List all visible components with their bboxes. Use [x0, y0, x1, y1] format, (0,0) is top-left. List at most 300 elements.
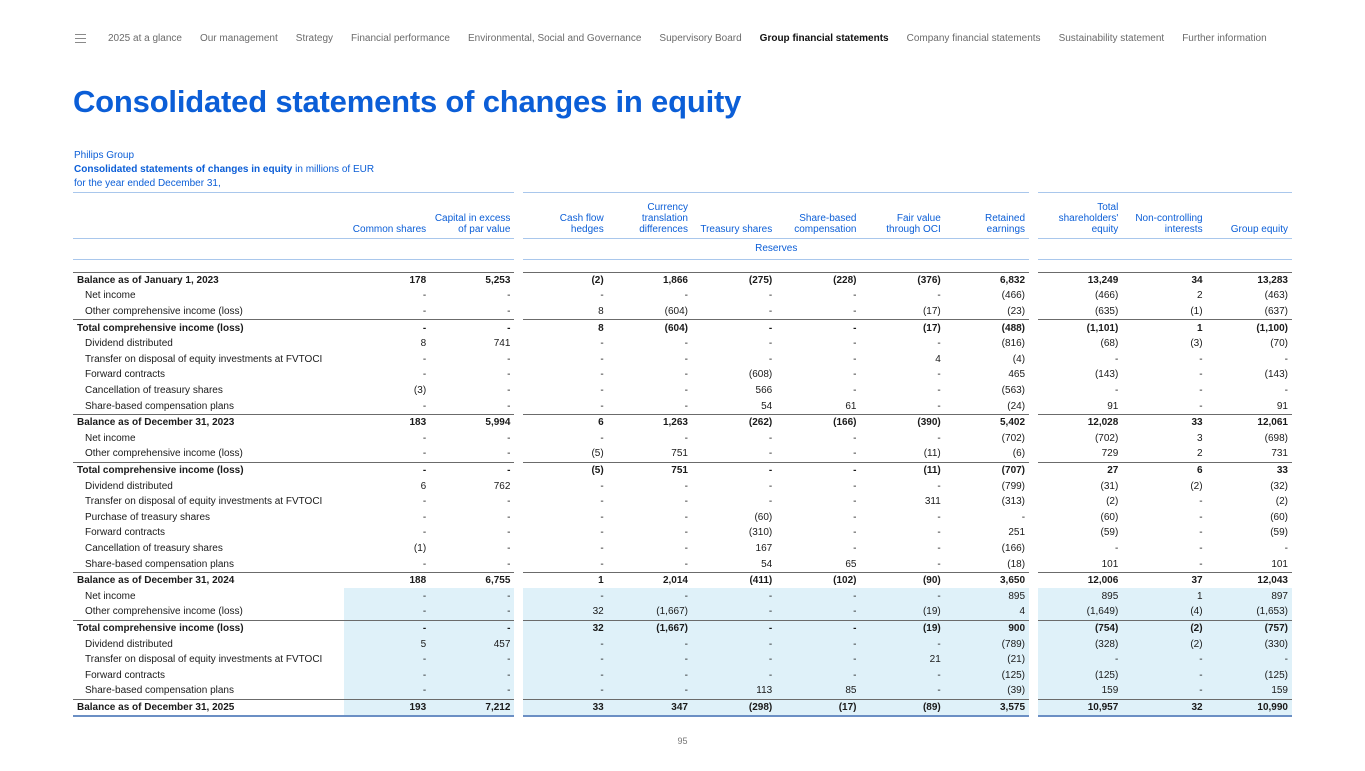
cell-value: -: [1199, 558, 1203, 570]
cell-value: 12,043: [1207, 572, 1292, 588]
table-body: [73, 272, 1292, 716]
cell-value: (166): [776, 414, 860, 430]
cell-value: -: [776, 320, 860, 336]
cell-value: -: [600, 369, 604, 381]
cell-value: -: [422, 558, 427, 570]
cell-value: -: [692, 652, 776, 668]
cell-value: -: [776, 667, 860, 683]
cell-value: -: [344, 588, 430, 604]
table-row: [73, 699, 1292, 716]
cell-value: -: [608, 652, 692, 668]
header-share-based-comp: Share-based compensation: [776, 193, 860, 239]
table-caption: [74, 149, 374, 191]
table-row: [73, 272, 1292, 288]
cell-value: 6,755: [430, 572, 514, 588]
cell-value: -: [768, 338, 773, 350]
cell-value: 4: [935, 353, 941, 365]
cell-value: -: [692, 588, 776, 604]
cell-value: (60): [1270, 511, 1288, 523]
cell-value: 32: [1122, 699, 1206, 716]
cell-value: -: [507, 306, 511, 318]
cell-value: (275): [692, 272, 776, 288]
cell-value: 4: [945, 604, 1029, 620]
table-row: [73, 352, 1292, 368]
cell-value: -: [507, 432, 511, 444]
cell-value: -: [1038, 652, 1122, 668]
cell-value: -: [1114, 385, 1119, 397]
cell-value: -: [523, 667, 607, 683]
cell-value: 178: [344, 272, 430, 288]
cell-value: 12,006: [1038, 572, 1122, 588]
table-row: [73, 510, 1292, 526]
cell-value: 27: [1038, 462, 1122, 478]
cell-value: 2: [1197, 290, 1203, 302]
table-row: [73, 336, 1292, 352]
cell-value: -: [1284, 385, 1288, 397]
cell-value: (816): [1001, 338, 1026, 350]
cell-value: 188: [344, 572, 430, 588]
cell-value: 13,283: [1207, 272, 1292, 288]
cell-value: 37: [1122, 572, 1206, 588]
cell-value: -: [430, 462, 514, 478]
table-row: [73, 383, 1292, 399]
nav-item-environmental-social-and-governance[interactable]: Environmental, Social and Governance: [467, 32, 642, 44]
table-row: [73, 588, 1292, 604]
reserves-header-row: [73, 239, 1292, 260]
cell-value: -: [507, 385, 511, 397]
cell-value: (143): [1094, 369, 1119, 381]
cell-value: -: [937, 400, 941, 412]
nav-item-group-financial-statements[interactable]: Group financial statements: [759, 32, 889, 44]
cell-value: 13,249: [1038, 272, 1122, 288]
cell-value: -: [422, 290, 427, 302]
cell-value: -: [608, 636, 692, 652]
nav-item-financial-performance[interactable]: Financial performance: [351, 32, 450, 44]
header-common-shares: Common shares: [344, 193, 430, 239]
cell-value: (19): [861, 620, 945, 636]
cell-value: 32: [523, 604, 607, 620]
nav-item-strategy[interactable]: Strategy: [295, 32, 334, 44]
cell-value: 159: [1207, 683, 1292, 699]
cell-value: -: [600, 558, 604, 570]
cell-value: 5,994: [430, 414, 514, 430]
cell-value: -: [853, 542, 857, 554]
cell-value: -: [600, 290, 604, 302]
cell-value: -: [768, 480, 773, 492]
cell-value: -: [776, 636, 860, 652]
cell-value: (637): [1264, 306, 1288, 318]
cell-value: -: [600, 527, 604, 539]
cell-value: 8: [420, 338, 427, 350]
caption-company: Philips Group: [74, 150, 135, 161]
cell-value: -: [937, 480, 941, 492]
column-header-row: [73, 193, 1292, 239]
table-row: [73, 604, 1292, 620]
cell-value: 311: [924, 496, 941, 508]
table-row: [73, 636, 1292, 652]
cell-value: (32): [1270, 480, 1288, 492]
cell-value: -: [768, 290, 773, 302]
cell-value: -: [422, 400, 427, 412]
cell-value: (70): [1270, 338, 1288, 350]
cell-value: (698): [1264, 432, 1288, 444]
cell-value: (488): [945, 320, 1029, 336]
cell-value: 465: [1008, 369, 1026, 381]
row-label: Total comprehensive income (loss): [73, 620, 344, 636]
cell-value: -: [776, 652, 860, 668]
cell-value: -: [1199, 400, 1203, 412]
cell-value: (90): [861, 572, 945, 588]
cell-value: (39): [945, 683, 1029, 699]
cell-value: -: [1199, 369, 1203, 381]
nav-item-sustainability-statement[interactable]: Sustainability statement: [1058, 32, 1165, 44]
cell-value: (21): [945, 652, 1029, 668]
cell-value: (298): [692, 699, 776, 716]
row-label: Share-based compensation plans: [85, 558, 234, 570]
table-row: [73, 414, 1292, 430]
cell-value: 6: [523, 414, 607, 430]
cell-value: -: [776, 620, 860, 636]
cell-value: -: [422, 353, 427, 365]
cell-value: -: [600, 432, 604, 444]
table-row: [73, 667, 1292, 683]
cell-value: 167: [755, 542, 773, 554]
cell-value: -: [600, 385, 604, 397]
cell-value: -: [853, 432, 857, 444]
cell-value: -: [1199, 511, 1203, 523]
cell-value: 729: [1101, 448, 1119, 460]
cell-value: -: [684, 338, 688, 350]
cell-value: (24): [1007, 400, 1026, 412]
cell-value: (310): [748, 527, 773, 539]
cell-value: (11): [923, 448, 941, 460]
cell-value: -: [608, 667, 692, 683]
cell-value: (125): [945, 667, 1029, 683]
cell-value: -: [768, 306, 773, 318]
cell-value: (125): [1207, 667, 1292, 683]
cell-value: -: [422, 369, 427, 381]
cell-value: -: [684, 558, 688, 570]
cell-value: -: [1284, 542, 1288, 554]
cell-value: -: [430, 588, 514, 604]
header-retained-earnings: Retained earnings: [945, 193, 1029, 239]
cell-value: -: [684, 353, 688, 365]
cell-value: (166): [1001, 542, 1026, 554]
cell-value: -: [684, 527, 688, 539]
cell-value: -: [768, 353, 773, 365]
cell-value: (313): [1001, 496, 1026, 508]
table-row: [73, 525, 1292, 541]
header-fair-value-oci: Fair value through OCI: [861, 193, 945, 239]
cell-value: -: [600, 542, 604, 554]
cell-value: 897: [1207, 588, 1292, 604]
cell-value: -: [853, 369, 857, 381]
row-label: Share-based compensation plans: [85, 400, 234, 412]
row-label: Net income: [85, 432, 136, 444]
row-label: Other comprehensive income (loss): [85, 306, 243, 318]
cell-value: (608): [748, 369, 773, 381]
cell-value: -: [422, 496, 427, 508]
header-capital-excess: Capital in excess of par value: [430, 193, 514, 239]
cell-value: (89): [861, 699, 945, 716]
cell-value: -: [344, 462, 430, 478]
cell-value: (17): [776, 699, 860, 716]
cell-value: -: [344, 683, 430, 699]
cell-value: 751: [671, 448, 688, 460]
cell-value: -: [344, 604, 430, 620]
cell-value: 54: [761, 400, 773, 412]
cell-value: -: [684, 542, 688, 554]
cell-value: (1,101): [1038, 320, 1122, 336]
cell-value: -: [1199, 542, 1203, 554]
row-label: Cancellation of treasury shares: [85, 542, 223, 554]
cell-value: -: [523, 636, 607, 652]
cell-value: -: [692, 636, 776, 652]
row-label: Balance as of January 1, 2023: [73, 272, 344, 288]
table-row: [73, 462, 1292, 478]
cell-value: -: [684, 400, 688, 412]
cell-value: -: [422, 448, 427, 460]
nav-item-further-information[interactable]: Further information: [1182, 32, 1267, 44]
cell-value: -: [692, 604, 776, 620]
cell-value: -: [344, 652, 430, 668]
cell-value: -: [937, 385, 941, 397]
cell-value: (604): [664, 306, 688, 318]
cell-value: (59): [1100, 527, 1119, 539]
cell-value: -: [937, 511, 941, 523]
cell-value: -: [430, 604, 514, 620]
cell-value: (1,649): [1038, 604, 1122, 620]
cell-value: 1: [1122, 320, 1206, 336]
cell-value: -: [608, 588, 692, 604]
cell-value: 3: [1197, 432, 1203, 444]
row-label: Other comprehensive income (loss): [85, 448, 243, 460]
caption-table-name: Consolidated statements of changes in equity: [74, 164, 293, 175]
header-currency-translation: Currency translation differences: [608, 193, 692, 239]
cell-value: (5): [523, 462, 607, 478]
cell-value: (799): [1001, 480, 1026, 492]
cell-value: (466): [1001, 290, 1026, 302]
cell-value: -: [684, 480, 688, 492]
table-row: [73, 494, 1292, 510]
top-navigation: [75, 30, 1295, 46]
table-row: [73, 556, 1292, 572]
cell-value: 1,866: [608, 272, 692, 288]
cell-value: (463): [1264, 290, 1288, 302]
cell-value: -: [430, 683, 514, 699]
cell-value: -: [600, 496, 604, 508]
cell-value: -: [684, 432, 688, 444]
cell-value: (1,653): [1207, 604, 1292, 620]
cell-value: -: [768, 432, 773, 444]
cell-value: -: [1284, 353, 1288, 365]
cell-value: -: [1114, 542, 1119, 554]
cell-value: (411): [692, 572, 776, 588]
row-label: Dividend distributed: [85, 638, 173, 650]
header-non-controlling: Non-controlling interests: [1122, 193, 1206, 239]
caption-unit: in millions of EUR: [292, 164, 375, 175]
row-label: Balance as of December 31, 2025: [73, 699, 344, 716]
cell-value: -: [853, 353, 857, 365]
cell-value: 895: [1038, 588, 1122, 604]
cell-value: (23): [1007, 306, 1026, 318]
cell-value: (328): [1038, 636, 1122, 652]
cell-value: -: [1114, 353, 1119, 365]
nav-item-supervisory-board[interactable]: Supervisory Board: [659, 32, 742, 44]
caption-title-line: [74, 163, 374, 177]
table-row: [73, 398, 1292, 414]
header-treasury-shares: Treasury shares: [692, 193, 776, 239]
cell-value: -: [776, 604, 860, 620]
cell-value: -: [600, 511, 604, 523]
cell-value: -: [1122, 683, 1206, 699]
row-label: Forward contracts: [85, 669, 166, 681]
cell-value: -: [507, 369, 511, 381]
cell-value: (60): [1100, 511, 1119, 523]
cell-value: -: [600, 400, 604, 412]
cell-value: -: [684, 369, 688, 381]
cell-value: -: [507, 290, 511, 302]
cell-value: -: [776, 588, 860, 604]
cell-value: -: [853, 290, 857, 302]
cell-value: 10,957: [1038, 699, 1122, 716]
cell-value: 5,253: [430, 272, 514, 288]
cell-value: 54: [761, 558, 773, 570]
row-label: Net income: [85, 590, 136, 602]
row-label: Forward contracts: [85, 527, 166, 539]
cell-value: 741: [493, 338, 511, 350]
cell-value: (757): [1207, 620, 1292, 636]
cell-value: 33: [523, 699, 607, 716]
cell-value: -: [507, 353, 511, 365]
cell-value: -: [861, 636, 945, 652]
cell-value: -: [937, 338, 941, 350]
cell-value: (1,667): [608, 604, 692, 620]
row-label: Other comprehensive income (loss): [85, 606, 243, 618]
cell-value: 8: [523, 320, 607, 336]
cell-value: -: [1199, 496, 1203, 508]
cell-value: (3): [413, 385, 427, 397]
cell-value: -: [1021, 511, 1026, 523]
hamburger-menu-icon[interactable]: [75, 34, 86, 43]
cell-value: 3,575: [945, 699, 1029, 716]
nav-item-2025-at-a-glance[interactable]: 2025 at a glance: [108, 32, 182, 44]
cell-value: -: [853, 496, 857, 508]
cell-value: -: [507, 511, 511, 523]
cell-value: (19): [861, 604, 945, 620]
cell-value: (789): [945, 636, 1029, 652]
cell-value: 751: [608, 462, 692, 478]
cell-value: 2: [1197, 448, 1203, 460]
cell-value: (2): [1275, 496, 1288, 508]
cell-value: (1,100): [1207, 320, 1292, 336]
cell-value: (2): [1190, 480, 1203, 492]
cell-value: -: [776, 462, 860, 478]
cell-value: -: [608, 683, 692, 699]
cell-value: -: [684, 290, 688, 302]
cell-value: 251: [1008, 527, 1026, 539]
cell-value: (11): [861, 462, 945, 478]
cell-value: 65: [845, 558, 857, 570]
cell-value: (707): [945, 462, 1029, 478]
cell-value: -: [1207, 652, 1292, 668]
cell-value: 159: [1038, 683, 1122, 699]
header-label-blank: [73, 193, 344, 239]
row-label: Forward contracts: [85, 369, 166, 381]
cell-value: 457: [430, 636, 514, 652]
cell-value: -: [344, 620, 430, 636]
cell-value: -: [861, 683, 945, 699]
row-label: Net income: [85, 290, 136, 302]
row-label: Balance as of December 31, 2023: [73, 414, 344, 430]
cell-value: -: [507, 527, 511, 539]
cell-value: 5: [344, 636, 430, 652]
cell-value: (4): [1012, 353, 1026, 365]
cell-value: 895: [945, 588, 1029, 604]
row-label: Purchase of treasury shares: [85, 511, 211, 523]
cell-value: 900: [945, 620, 1029, 636]
table-row: [73, 304, 1292, 320]
cell-value: (330): [1207, 636, 1292, 652]
cell-value: -: [1122, 652, 1206, 668]
cell-value: (6): [1012, 448, 1026, 460]
cell-value: -: [600, 480, 604, 492]
row-label: Dividend distributed: [85, 480, 173, 492]
cell-value: -: [937, 558, 941, 570]
cell-value: (60): [754, 511, 773, 523]
cell-value: -: [600, 353, 604, 365]
cell-value: -: [507, 448, 511, 460]
cell-value: -: [1199, 353, 1203, 365]
cell-value: 32: [523, 620, 607, 636]
caption-period: for the year ended December 31,: [74, 178, 221, 189]
cell-value: (2): [1122, 620, 1206, 636]
cell-value: 85: [776, 683, 860, 699]
row-label: Total comprehensive income (loss): [73, 462, 344, 478]
cell-value: 2,014: [608, 572, 692, 588]
nav-item-our-management[interactable]: Our management: [199, 32, 278, 44]
cell-value: -: [861, 588, 945, 604]
cell-value: (2): [1122, 636, 1206, 652]
row-label: Total comprehensive income (loss): [73, 320, 344, 336]
cell-value: 1: [523, 572, 607, 588]
cell-value: (1): [1190, 306, 1203, 318]
cell-value: 5,402: [945, 414, 1029, 430]
cell-value: (102): [776, 572, 860, 588]
cell-value: (2): [523, 272, 607, 288]
cell-value: -: [853, 448, 857, 460]
cell-value: -: [430, 652, 514, 668]
cell-value: 12,028: [1038, 414, 1122, 430]
equity-table: [73, 192, 1292, 717]
cell-value: 33: [1122, 414, 1206, 430]
cell-value: -: [692, 667, 776, 683]
cell-value: (143): [1264, 369, 1288, 381]
cell-value: -: [523, 683, 607, 699]
cell-value: -: [523, 652, 607, 668]
cell-value: 1,263: [608, 414, 692, 430]
nav-items: [108, 33, 1267, 44]
cell-value: (17): [861, 320, 945, 336]
cell-value: 6: [1122, 462, 1206, 478]
cell-value: (31): [1100, 480, 1119, 492]
cell-value: 7,212: [430, 699, 514, 716]
row-label: Cancellation of treasury shares: [85, 385, 223, 397]
nav-item-company-financial-statements[interactable]: Company financial statements: [906, 32, 1041, 44]
row-label: Balance as of December 31, 2024: [73, 572, 344, 588]
cell-value: (376): [861, 272, 945, 288]
cell-value: 101: [1271, 558, 1288, 570]
